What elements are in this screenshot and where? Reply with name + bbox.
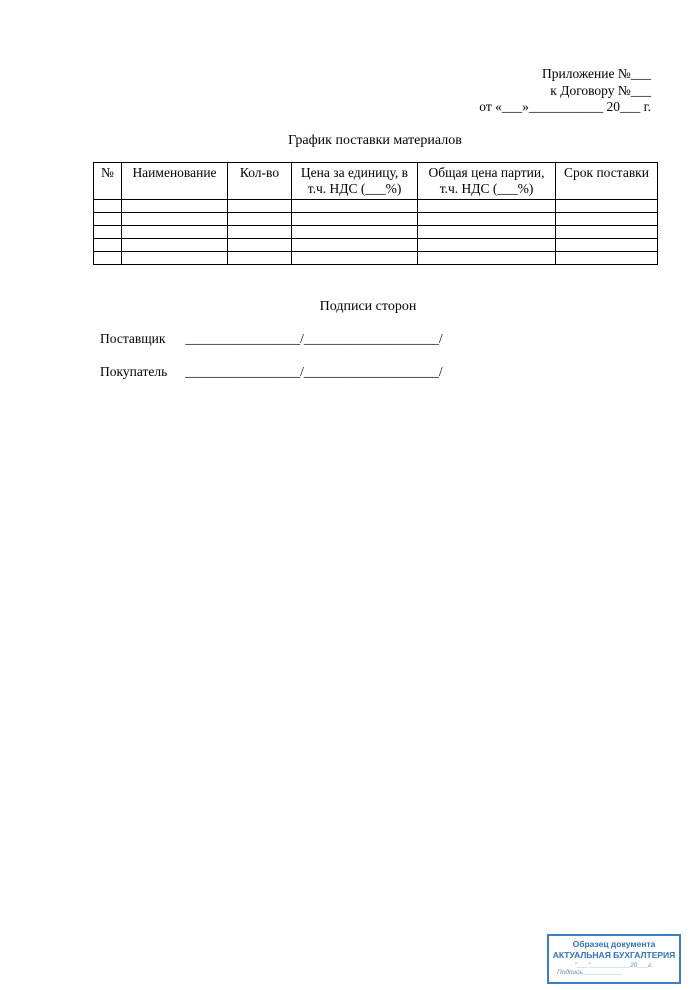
table-row (94, 252, 658, 265)
table-cell[interactable] (94, 252, 122, 265)
signatures-title: Подписи сторон (319, 299, 417, 314)
column-header-number: № (94, 163, 122, 200)
table-cell[interactable] (122, 226, 228, 239)
buyer-label: Покупатель (100, 364, 168, 379)
table-cell[interactable] (228, 252, 292, 265)
appendix-header (479, 66, 651, 116)
column-header-batch-price: Общая цена партии, т.ч. НДС (___%) (418, 163, 556, 200)
table-cell[interactable] (122, 252, 228, 265)
column-header-delivery-date: Срок поставки (556, 163, 658, 200)
table-body (94, 200, 658, 265)
table-cell[interactable] (122, 239, 228, 252)
supplier-signature-line[interactable]: _________________/____________________/ (185, 331, 443, 346)
table-header-row (94, 163, 658, 200)
table-cell[interactable] (292, 200, 418, 213)
delivery-schedule-table (93, 162, 658, 265)
table-cell[interactable] (556, 226, 658, 239)
table-cell[interactable] (556, 239, 658, 252)
stamp-line-sample: Образец документа (572, 939, 656, 949)
table-cell[interactable] (228, 200, 292, 213)
column-header-unit-price: Цена за единицу, в т.ч. НДС (___%) (292, 163, 418, 200)
table-cell[interactable] (556, 200, 658, 213)
buyer-signature-line[interactable]: _________________/____________________/ (185, 364, 443, 379)
table-cell[interactable] (228, 213, 292, 226)
table-cell[interactable] (292, 226, 418, 239)
stamp-line-brand: АКТУАЛЬНАЯ БУХГАЛТЕРИЯ (552, 950, 676, 960)
table-row (94, 213, 658, 226)
column-header-name: Наименование (122, 163, 228, 200)
table-cell[interactable] (556, 213, 658, 226)
table-cell[interactable] (228, 239, 292, 252)
contract-date: от «___»___________ 20___ г. (479, 99, 651, 114)
table-cell[interactable] (228, 226, 292, 239)
document-title: График поставки материалов (288, 133, 462, 148)
table-cell[interactable] (94, 200, 122, 213)
column-header-quantity: Кол-во (228, 163, 292, 200)
table-cell[interactable] (418, 226, 556, 239)
table-cell[interactable] (94, 239, 122, 252)
table-cell[interactable] (556, 252, 658, 265)
table-cell[interactable] (292, 252, 418, 265)
stamp-line-date: "___"___________20___г. (574, 962, 654, 969)
table-cell[interactable] (122, 213, 228, 226)
table-row (94, 226, 658, 239)
table-row (94, 200, 658, 213)
table-cell[interactable] (94, 213, 122, 226)
table-cell[interactable] (418, 252, 556, 265)
table-cell[interactable] (292, 239, 418, 252)
table-cell[interactable] (418, 200, 556, 213)
table-cell[interactable] (292, 213, 418, 226)
table-cell[interactable] (122, 200, 228, 213)
table-row (94, 239, 658, 252)
table-cell[interactable] (418, 213, 556, 226)
table-cell[interactable] (94, 226, 122, 239)
appendix-number: Приложение №___ (542, 66, 651, 81)
supplier-signature-row (100, 331, 443, 347)
table-cell[interactable] (418, 239, 556, 252)
contract-number: к Договору №___ (550, 82, 651, 98)
supplier-label: Поставщик (100, 331, 166, 346)
stamp-line-signature: Подпись___________ (557, 969, 623, 976)
buyer-signature-row (100, 364, 443, 380)
sample-document-stamp (547, 934, 681, 984)
